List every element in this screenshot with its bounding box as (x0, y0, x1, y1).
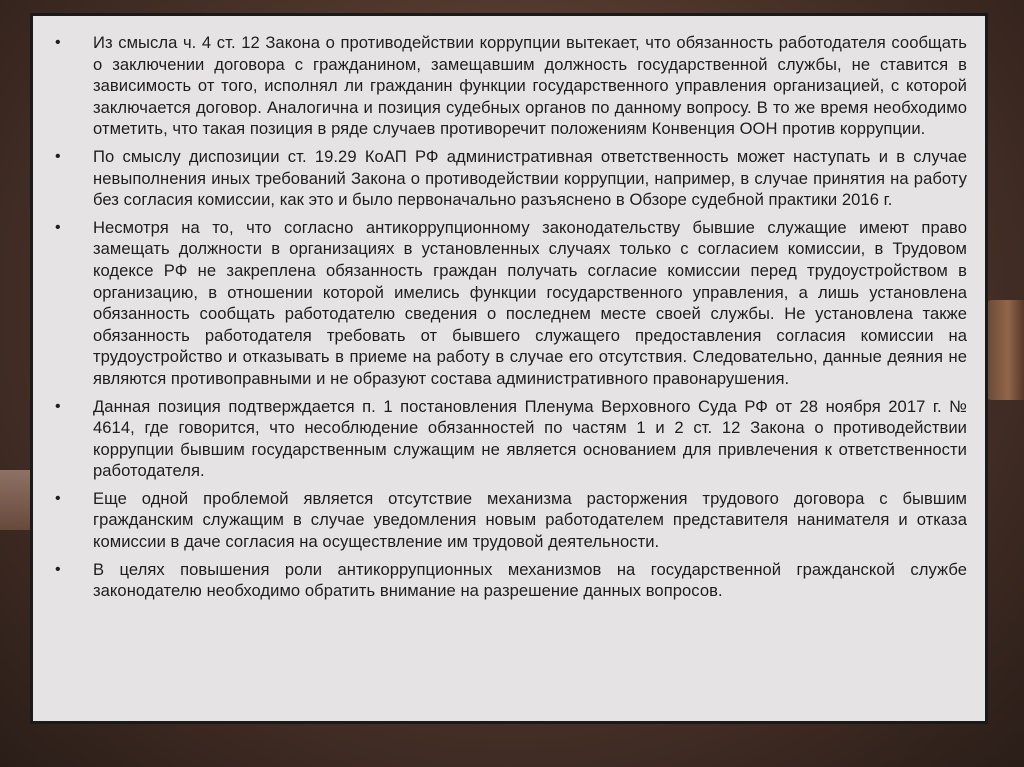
bullet-list (53, 32, 967, 602)
bullet-text: По смыслу диспозиции ст. 19.29 КоАП РФ административная ответственность может наступать и в случае невыполнения иных требований Закона о противодействии коррупции, например, в случае принятия на работу без согласия комиссии, как это и было первоначально разъяснено в Обзоре судебной практики 2016 г. (93, 146, 967, 210)
bullet-text: Несмотря на то, что согласно антикоррупционному законодательству бывшие служащие имеют право замещать должности в организациях в установленных случаях только с согласием комиссии, в Трудовом кодексе РФ не закреплена обязанность граждан получать согласие комиссии перед трудоустройством в организацию, в отношении которой имелись функции государственного управления, а лишь установлена обязанность сообщать работодателю сведения о последнем месте своей службы. Не установлена также обязанность работодателя требовать от бывшего служащего предоставления согласия комиссии на трудоустройство и отказывать в приеме на работу в случае его отсутствия. Следовательно, данные деяния не являются противоправными и не образуют состава административного правонарушения. (93, 217, 967, 388)
bullet-text: Еще одной проблемой является отсутствие механизма расторжения трудового договора с бывшим гражданским служащим в случае уведомления новым работодателем представителя нанимателя и отказа комиссии в даче согласия на осуществление им трудовой деятельности. (93, 488, 967, 552)
bullet-dot-icon: • (55, 34, 61, 51)
bullet-item (53, 32, 967, 140)
bullet-text: Данная позиция подтверждается п. 1 постановления Пленума Верховного Суда РФ от 28 ноября 2017 г. № 4614, где говорится, что несоблюдение обязанностей по частям 1 и 2 ст. 12 Закона о противодействии коррупции бывшим государственным служащим не является основанием для привлечения к ответственности работодателя. (93, 396, 967, 481)
bullet-text: В целях повышения роли антикоррупционных механизмов на государственной гражданской службе законодателю необходимо обратить внимание на разрешение данных вопросов. (93, 559, 967, 601)
bullet-text: Из смысла ч. 4 ст. 12 Закона о противодействии коррупции вытекает, что обязанность работодателя сообщать о заключении договора с гражданином, замещавшим должность государственной службы, не ставится в зависимость от того, исполнял ли гражданин функции государственного управления организацией, с которой заключается договор. Аналогична и позиция судебных органов по данному вопросу. В то же время необходимо отметить, что такая позиция в ряде случаев противоречит положениям Конвенция ООН против коррупции. (93, 33, 967, 139)
bullet-dot-icon: • (55, 397, 61, 415)
bullet-item (53, 488, 967, 553)
bullet-item (53, 396, 967, 482)
background-object (0, 470, 30, 530)
bullet-dot-icon: • (55, 147, 61, 165)
background-gavel (984, 300, 1024, 400)
bullet-dot-icon: • (55, 218, 61, 236)
bullet-dot-icon: • (55, 489, 61, 507)
slide-content-box (30, 13, 988, 724)
bullet-item (53, 146, 967, 211)
bullet-item (53, 559, 967, 602)
bullet-dot-icon: • (55, 560, 61, 578)
bullet-item (53, 217, 967, 390)
